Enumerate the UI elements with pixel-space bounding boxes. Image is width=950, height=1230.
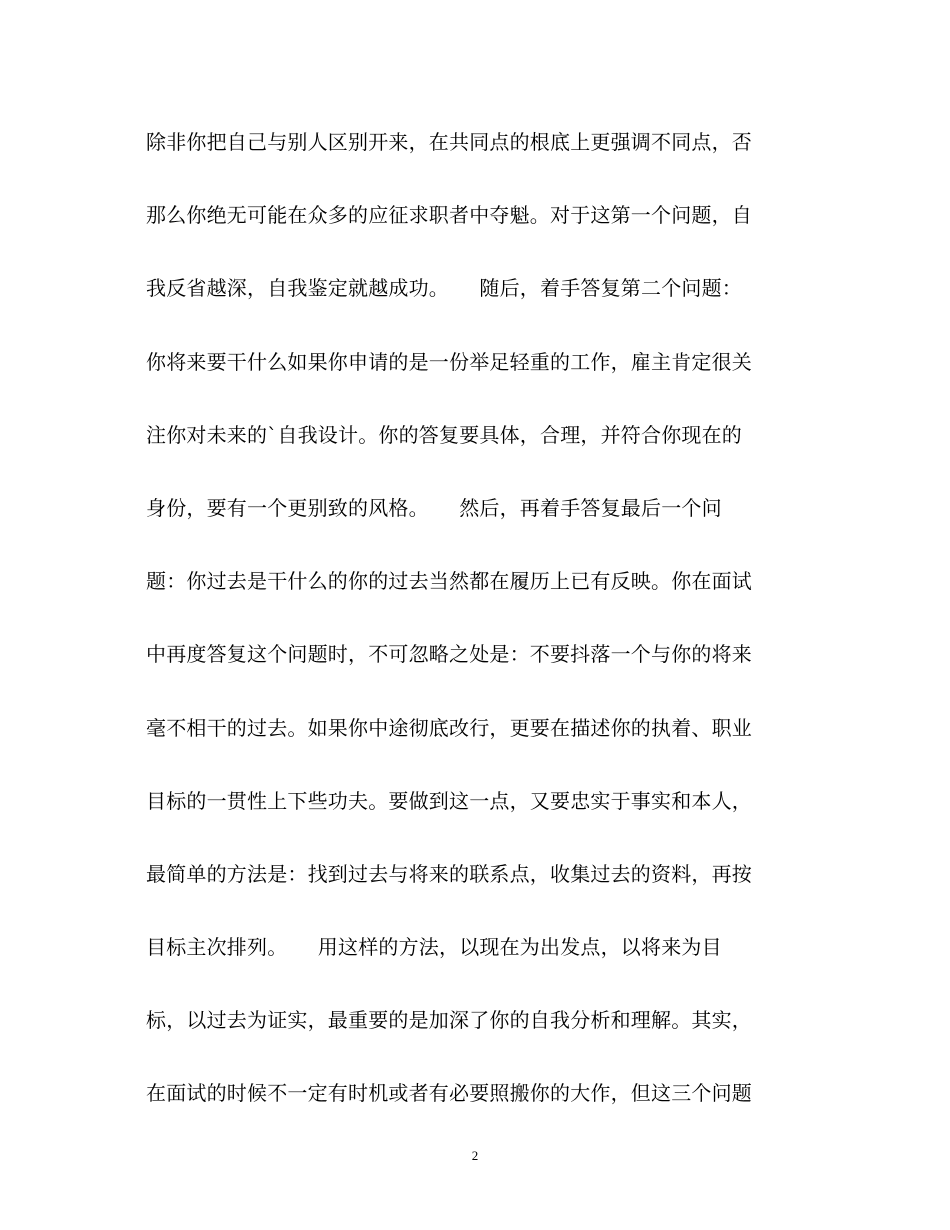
page-number: 2 <box>471 1148 479 1163</box>
text-line: 我反省越深，自我鉴定就越成功。 随后，着手答复第二个问题： <box>146 276 742 301</box>
text-line: 中再度答复这个问题时，不可忽略之处是：不要抖落一个与你的将来 <box>146 642 752 667</box>
text-line: 除非你把自己与别人区别开来，在共同点的根底上更强调不同点，否 <box>146 130 752 154</box>
text-line: 身份，要有一个更别致的风格。 然后，再着手答复最后一个问 <box>146 495 722 520</box>
text-line: 毫不相干的过去。如果你中途彻底改行，更要在描述你的执着、职业 <box>146 715 752 740</box>
text-line: 那么你绝无可能在众多的应征求职者中夺魁。对于这第一个问题，自 <box>146 203 752 228</box>
text-line: 目标的一贯性上下些功夫。要做到这一点，又要忠实于事实和本人， <box>146 788 752 813</box>
body-text <box>146 122 806 1147</box>
text-line: 注你对未来的`自我设计。你的答复要具体，合理，并符合你现在的 <box>146 422 742 447</box>
text-line: 你将来要干什么如果你申请的是一份举足轻重的工作，雇主肯定很关 <box>146 349 752 374</box>
text-line: 最简单的方法是：找到过去与将来的联系点，收集过去的资料，再按 <box>146 861 752 886</box>
text-line: 标，以过去为证实，最重要的是加深了你的自我分析和理解。其实， <box>146 1008 752 1033</box>
text-line: 题：你过去是干什么的你的过去当然都在履历上已有反映。你在面试 <box>146 569 752 594</box>
text-line: 目标主次排列。 用这样的方法，以现在为出发点，以将来为目 <box>146 935 722 960</box>
text-line: 在面试的时候不一定有时机或者有必要照搬你的大作，但这三个问题 <box>146 1081 752 1106</box>
